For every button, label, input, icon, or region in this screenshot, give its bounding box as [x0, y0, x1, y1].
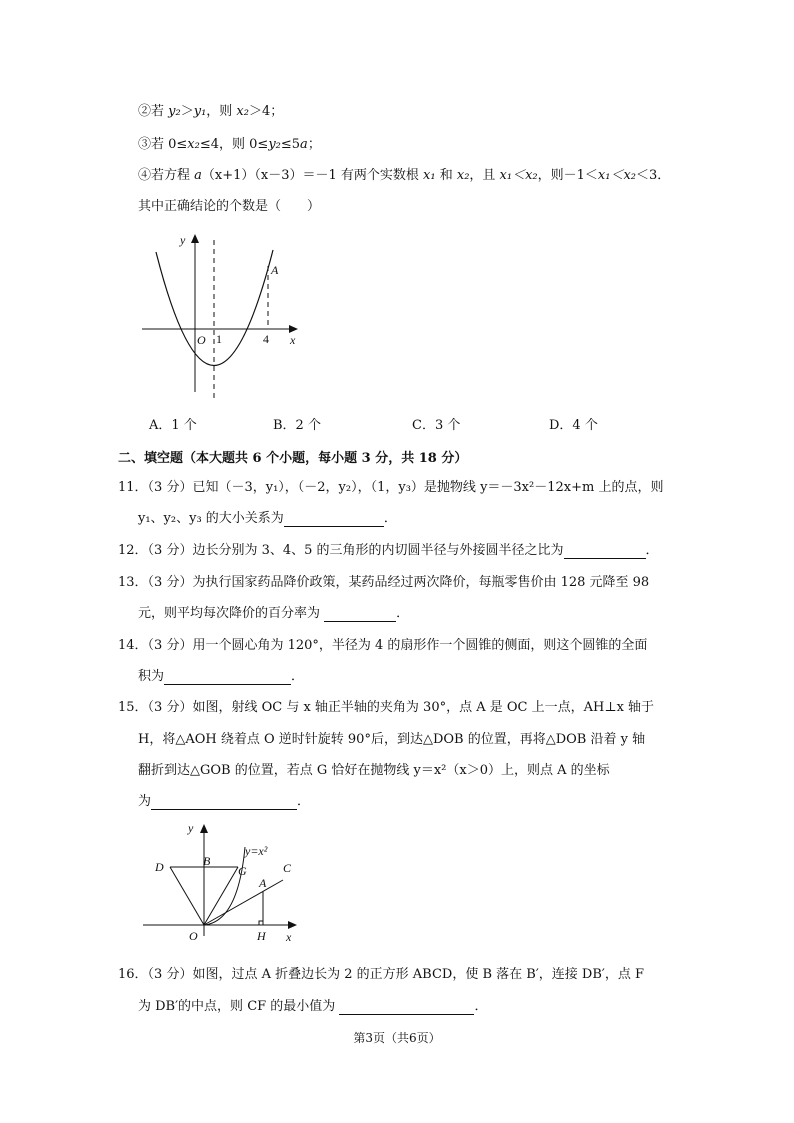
- q13-line-2: 元，则平均每次降价的百分率为 ．: [138, 606, 410, 621]
- x-axis-arrow: [289, 325, 298, 333]
- q10-statement-3: ③若 0≤x₂≤4，则 0≤y₂≤5a；: [138, 137, 321, 152]
- point-B-label: B: [203, 854, 211, 868]
- q15-line-3: 翻折到达△GOB 的位置，若点 G 恰好在抛物线 y＝x²（x＞0）上，则点 A 的坐标: [138, 763, 610, 778]
- q10-statement-4: ④若方程 a（x+1）（x－3）＝－1 有两个实数根 x₁ 和 x₂，且 x₁＜x₂，则－1＜x₁＜x₂＜3．: [138, 168, 671, 183]
- y-axis-arrow: [191, 234, 199, 243]
- tick-1-label: 1: [216, 332, 222, 346]
- y-axis-arrow: [200, 824, 208, 833]
- segment-OD: [170, 867, 204, 925]
- q10-prompt: 其中正确结论的个数是（ ）: [138, 199, 321, 214]
- x-label: x: [290, 333, 296, 347]
- section-title: 二、填空题（本大题共 6 个小题，每小题 3 分，共 18 分）: [118, 451, 468, 466]
- q15-line-2: H，将△AOH 绕着点 O 逆时针旋转 90°后，到达△DOB 的位置，再将△DOB 沿着 y 轴: [138, 732, 646, 747]
- option-b: B．2 个: [273, 418, 321, 433]
- q10-statement-2: ②若 y₂＞y₁，则 x₂＞4；: [138, 104, 284, 119]
- q16-answer-blank[interactable]: [339, 1001, 474, 1015]
- point-A-label: A: [271, 263, 279, 277]
- q14-line-1: 14．（3 分）用一个圆心角为 120°，半径为 4 的扇形作一个圆锥的侧面，则这个圆锥的全面: [118, 638, 648, 653]
- option-d: D．4 个: [549, 418, 598, 433]
- right-angle-mark-H: [259, 921, 263, 925]
- q15-figure: [143, 820, 313, 945]
- q12-line: 12．（3 分）边长分别为 3、4、5 的三角形的内切圆半径与外接圆半径之比为 ．: [118, 543, 659, 558]
- ray-OC: [204, 880, 283, 925]
- curve-label: y=x²: [245, 844, 268, 858]
- point-A-label: A: [259, 876, 267, 890]
- q13-answer-blank[interactable]: [324, 608, 396, 622]
- q11-line-1: 11．（3 分）已知（－3，y₁），（－2，y₂），（1，y₃）是抛物线 y＝－3x²－12x+m 上的点，则: [118, 480, 664, 495]
- option-c: C．3 个: [412, 418, 461, 433]
- point-G-label: G: [238, 864, 247, 878]
- q11-line-2: y₁、y₂、y₃ 的大小关系为 ．: [138, 511, 397, 526]
- point-H-label: H: [257, 929, 266, 943]
- q15-answer-blank[interactable]: [151, 796, 297, 810]
- segment-OG: [204, 867, 238, 925]
- x-label: x: [286, 930, 292, 944]
- q16-line-1: 16．（3 分）如图，过点 A 折叠边长为 2 的正方形 ABCD，使 B 落在 B′，连接 DB′，点 F: [118, 967, 644, 982]
- tick-4-label: 4: [263, 332, 269, 346]
- point-D-label: D: [155, 860, 164, 874]
- page-footer: 第3页（共6页）: [353, 1031, 441, 1045]
- y-label: y: [188, 821, 194, 835]
- q15-line-4: 为 ．: [138, 794, 311, 809]
- q14-line-2: 积为 ．: [138, 669, 305, 684]
- point-C-label: C: [283, 861, 292, 875]
- option-a: A．1 个: [149, 418, 197, 433]
- x-axis-arrow: [288, 921, 297, 929]
- q11-answer-blank[interactable]: [284, 513, 384, 527]
- q14-answer-blank[interactable]: [164, 671, 291, 685]
- q10-parabola-graph: [138, 230, 308, 400]
- origin-label: O: [197, 333, 206, 347]
- q15-line-1: 15．（3 分）如图，射线 OC 与 x 轴正半轴的夹角为 30°，点 A 是 OC 上一点，AH⊥x 轴于: [118, 700, 655, 715]
- q16-line-2: 为 DB′的中点，则 CF 的最小值为 ．: [138, 999, 488, 1014]
- q13-line-1: 13．（3 分）为执行国家药品降价政策，某药品经过两次降价，每瓶零售价由 128 元降至 98: [118, 575, 650, 590]
- point-O-label: O: [189, 929, 198, 943]
- y-label: y: [180, 233, 186, 247]
- q12-answer-blank[interactable]: [564, 545, 646, 559]
